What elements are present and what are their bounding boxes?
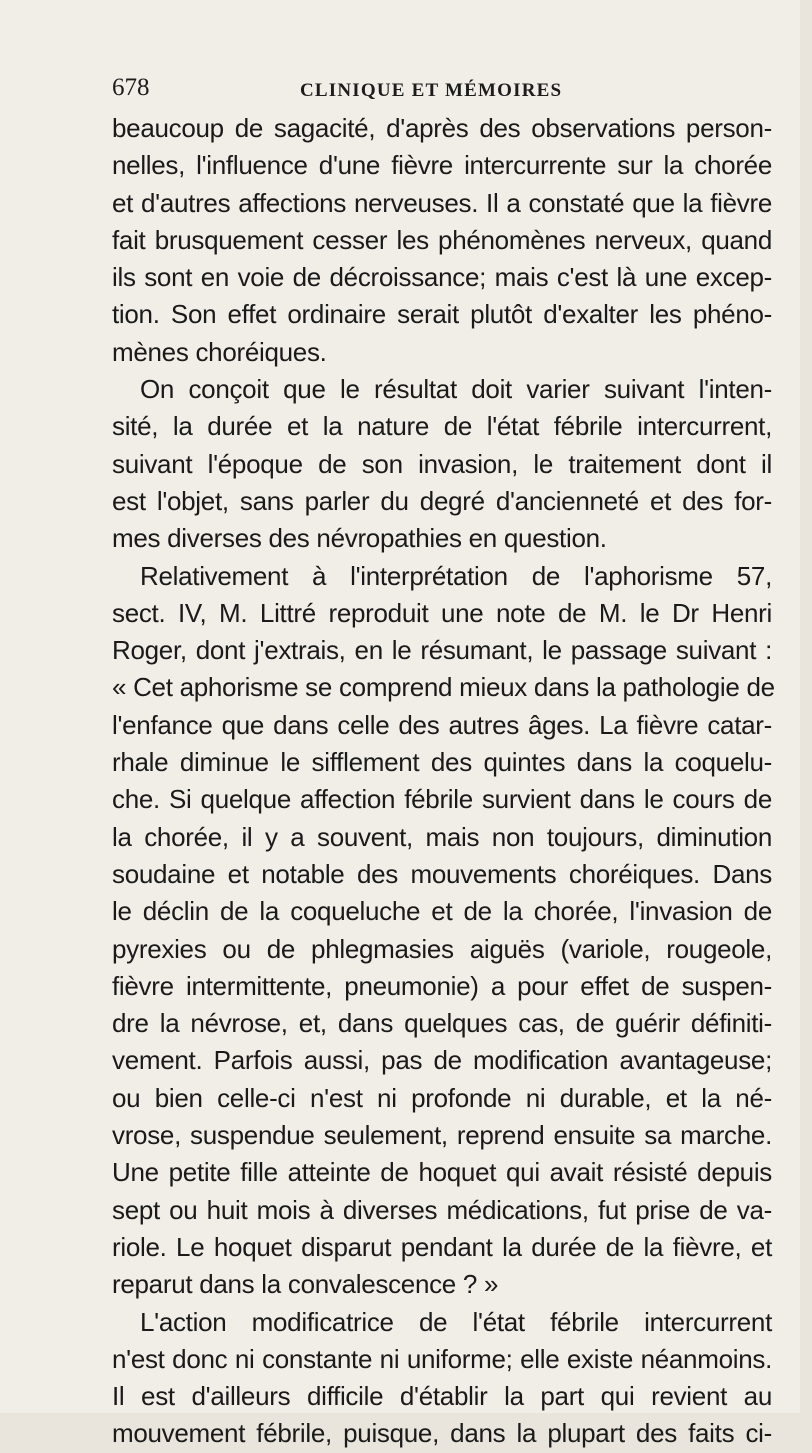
text-line: n'est donc ni constante ni uniforme; elle existe néanmoins. [112, 1343, 772, 1374]
text-line: pyrexies ou de phlegmasies aiguës (variole, rougeole, [112, 933, 772, 964]
text-line: beaucoup de sagacité, d'après des observations person- [112, 113, 772, 143]
text-line: Roger, dont j'extrais, en le résumant, le passage suivant : [112, 635, 772, 666]
text-line: nelles, l'influence d'une fièvre intercurrente sur la chorée [112, 150, 772, 181]
text-line: la chorée, il y a souvent, mais non toujours, diminution [112, 821, 772, 852]
text-line: sept ou huit mois à diverses médications, fut prise de va- [112, 1194, 772, 1225]
text-line: che. Si quelque affection fébrile survient dans le cours de [112, 784, 772, 815]
body-text [112, 110, 775, 1453]
text-line: dre la névrose, et, dans quelques cas, de guérir définiti- [112, 1008, 772, 1039]
text-line: reparut dans la convalescence ? » [112, 1269, 499, 1300]
text-line: sité, la durée et la nature de l'état fébrile intercurrent, [112, 411, 772, 442]
page-number: 678 [112, 74, 150, 101]
text-line: le déclin de la coqueluche et de la chorée, l'invasion de [112, 896, 772, 927]
text-line: rhale diminue le sifflement des quintes dans la coquelu- [112, 747, 772, 778]
text-line: sect. IV, M. Littré reproduit une note de M. le Dr Henri [112, 597, 772, 628]
text-line: l'enfance que dans celle des autres âges. La fièvre catar- [112, 709, 772, 740]
text-line: mènes choréiques. [112, 336, 327, 367]
text-line: mes diverses des névropathies en question. [112, 523, 607, 554]
text-line: fait brusquement cesser les phénomènes nerveux, quand [112, 224, 772, 255]
text-line: est l'objet, sans parler du degré d'ancienneté et des for- [112, 485, 772, 516]
page-header [112, 74, 812, 108]
text-line: On conçoit que le résultat doit varier suivant l'inten- [140, 374, 772, 405]
text-line: vrose, suspendue seulement, reprend ensuite sa marche. [112, 1120, 772, 1151]
text-line: soudaine et notable des mouvements choréiques. Dans [112, 858, 772, 889]
text-line: suivant l'époque de son invasion, le traitement dont il [112, 448, 772, 479]
text-line: Il est d'ailleurs difficile d'établir la part qui revient au [112, 1381, 772, 1412]
text-line: « Cet aphorisme se comprend mieux dans la pathologie de [112, 672, 775, 703]
text-line: tion. Son effet ordinaire serait plutôt d'exalter les phéno- [112, 299, 772, 330]
text-line: Relativement à l'interprétation de l'aphorisme 57, [140, 560, 772, 591]
text-line: ou bien celle-ci n'est ni profonde ni durable, et la né- [112, 1082, 772, 1113]
text-line: vement. Parfois aussi, pas de modification avantageuse; [112, 1045, 772, 1076]
running-head: CLINIQUE ET MÉMOIRES [300, 80, 563, 101]
text-line: mouvement fébrile, puisque, dans la plupart des faits ci- [112, 1418, 772, 1449]
text-line: Une petite fille atteinte de hoquet qui avait résisté depuis [112, 1157, 772, 1188]
text-line: riole. Le hoquet disparut pendant la durée de la fièvre, et [112, 1231, 772, 1262]
text-line: fièvre intermittente, pneumonie) a pour effet de suspen- [112, 970, 772, 1001]
text-line: L'action modificatrice de l'état fébrile intercurrent [140, 1306, 772, 1337]
text-line: et d'autres affections nerveuses. Il a constaté que la fièvre [112, 187, 772, 218]
text-line: ils sont en voie de décroissance; mais c'est là une excep- [112, 262, 772, 293]
